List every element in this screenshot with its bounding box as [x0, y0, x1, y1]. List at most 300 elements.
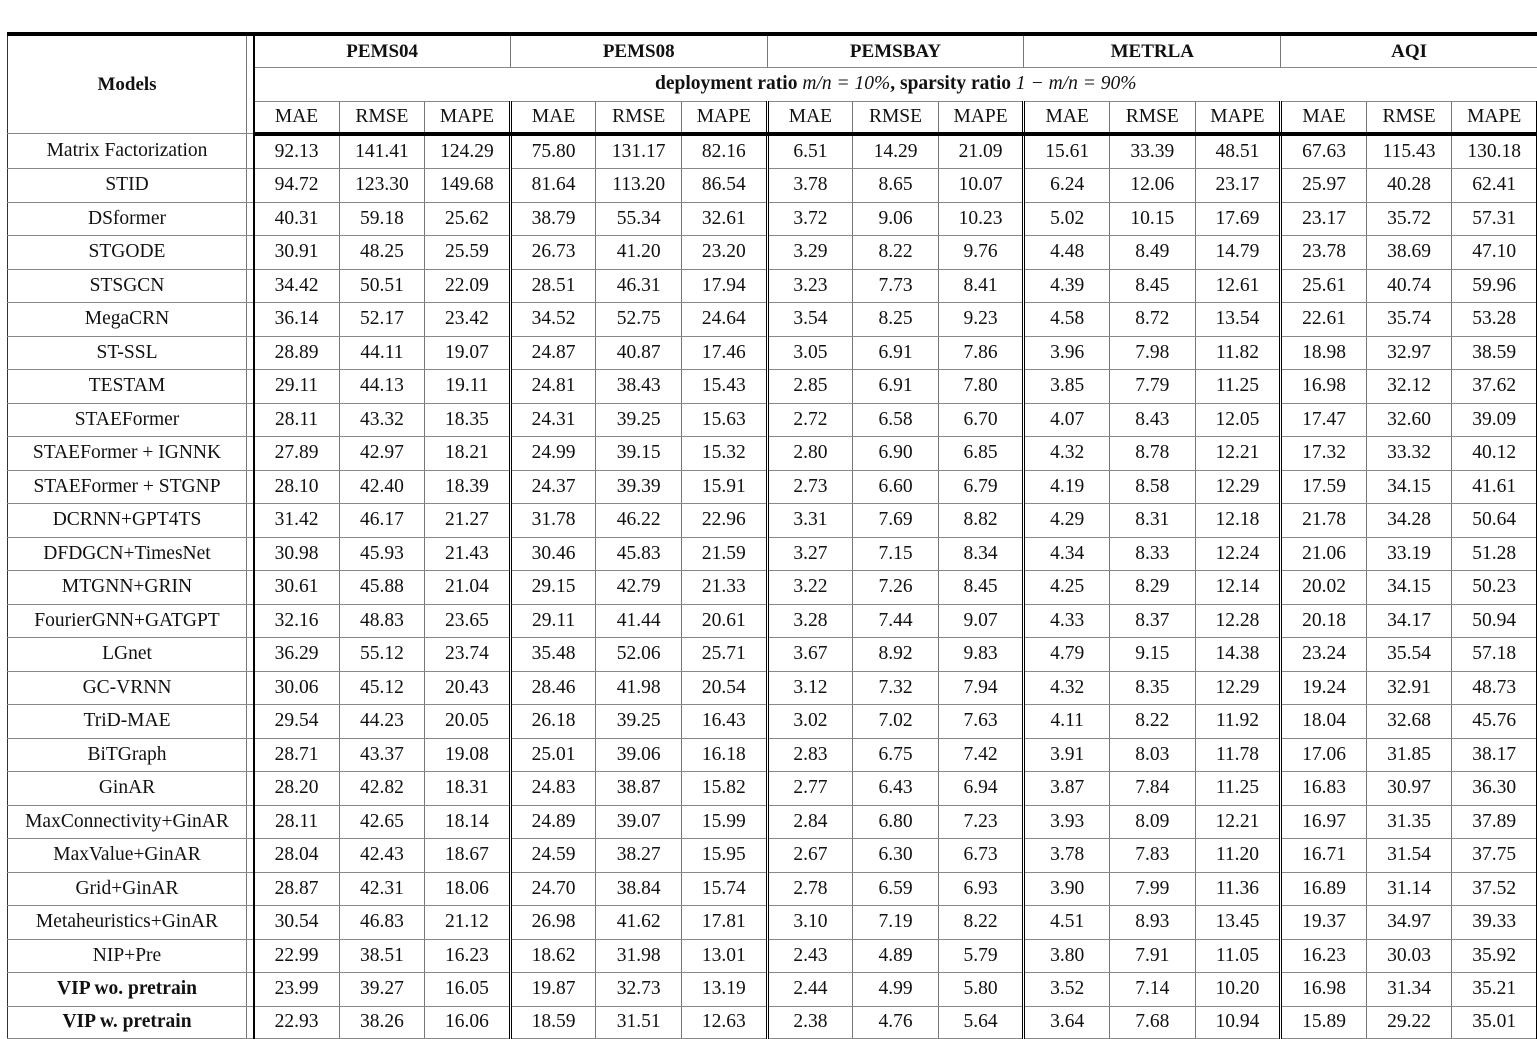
metric-header-mape: MAPE: [425, 101, 511, 134]
value-cell-pems08-mape: 17.81: [681, 906, 767, 940]
value-cell-pems04-rmse: 42.43: [339, 839, 425, 873]
metric-header-mape: MAPE: [1195, 101, 1281, 134]
column-separator: [247, 134, 254, 169]
value-cell-pems08-rmse: 46.31: [596, 269, 682, 303]
metric-header-rmse: RMSE: [339, 101, 425, 134]
value-cell-pems04-mae: 22.93: [254, 1006, 340, 1038]
value-cell-pemsbay-rmse: 8.92: [853, 638, 939, 672]
value-cell-pemsbay-rmse: 6.90: [853, 437, 939, 471]
value-cell-pems08-rmse: 113.20: [596, 169, 682, 203]
table-row: [8, 370, 1537, 404]
value-cell-metrla-mae: 3.91: [1024, 738, 1110, 772]
table-row: [8, 805, 1537, 839]
column-separator: [247, 872, 254, 906]
model-name-cell: DCRNN+GPT4TS: [8, 504, 247, 538]
table-row: [8, 638, 1537, 672]
value-cell-pems04-mae: 36.29: [254, 638, 340, 672]
table-row: [8, 202, 1537, 236]
value-cell-aqi-mae: 21.06: [1281, 537, 1367, 571]
model-name-cell: BiTGraph: [8, 738, 247, 772]
value-cell-metrla-mae: 4.32: [1024, 437, 1110, 471]
value-cell-aqi-rmse: 32.12: [1366, 370, 1452, 404]
model-name-cell: GinAR: [8, 772, 247, 806]
value-cell-pems08-rmse: 131.17: [596, 134, 682, 169]
value-cell-pems04-rmse: 44.13: [339, 370, 425, 404]
model-name-cell: Metaheuristics+GinAR: [8, 906, 247, 940]
value-cell-metrla-rmse: 7.68: [1109, 1006, 1195, 1038]
value-cell-pems04-rmse: 44.11: [339, 336, 425, 370]
value-cell-aqi-rmse: 30.03: [1366, 939, 1452, 973]
value-cell-pems04-rmse: 45.12: [339, 671, 425, 705]
value-cell-pems04-rmse: 42.65: [339, 805, 425, 839]
value-cell-pemsbay-mape: 8.22: [938, 906, 1024, 940]
value-cell-aqi-rmse: 34.17: [1366, 604, 1452, 638]
metric-header-mae: MAE: [254, 101, 340, 134]
value-cell-aqi-rmse: 32.60: [1366, 403, 1452, 437]
value-cell-pems04-mape: 19.08: [425, 738, 511, 772]
table-row: [8, 437, 1537, 471]
model-name-cell: Grid+GinAR: [8, 872, 247, 906]
value-cell-metrla-rmse: 7.79: [1109, 370, 1195, 404]
value-cell-aqi-mae: 19.37: [1281, 906, 1367, 940]
value-cell-aqi-rmse: 40.74: [1366, 269, 1452, 303]
value-cell-pemsbay-mae: 3.27: [767, 537, 853, 571]
value-cell-pems08-mae: 24.31: [510, 403, 596, 437]
value-cell-pemsbay-mae: 2.67: [767, 839, 853, 873]
dataset-header-pems08: PEMS08: [510, 34, 767, 68]
value-cell-pems08-mae: 29.11: [510, 604, 596, 638]
value-cell-pems04-mae: 30.06: [254, 671, 340, 705]
value-cell-metrla-mae: 4.25: [1024, 571, 1110, 605]
value-cell-pems08-mae: 81.64: [510, 169, 596, 203]
value-cell-pems08-mape: 13.01: [681, 939, 767, 973]
metric-header-rmse: RMSE: [596, 101, 682, 134]
value-cell-aqi-mae: 25.61: [1281, 269, 1367, 303]
value-cell-metrla-mae: 3.87: [1024, 772, 1110, 806]
value-cell-pems04-mape: 21.04: [425, 571, 511, 605]
model-name-cell: FourierGNN+GATGPT: [8, 604, 247, 638]
value-cell-pems04-mape: 20.43: [425, 671, 511, 705]
value-cell-pems08-mae: 35.48: [510, 638, 596, 672]
value-cell-pems08-mape: 16.18: [681, 738, 767, 772]
table-row: [8, 537, 1537, 571]
value-cell-metrla-rmse: 9.15: [1109, 638, 1195, 672]
value-cell-pems04-mae: 40.31: [254, 202, 340, 236]
value-cell-metrla-mape: 12.29: [1195, 470, 1281, 504]
value-cell-pems08-rmse: 38.84: [596, 872, 682, 906]
value-cell-pemsbay-mape: 6.73: [938, 839, 1024, 873]
metric-header-mae: MAE: [767, 101, 853, 134]
value-cell-pems04-mape: 124.29: [425, 134, 511, 169]
value-cell-aqi-rmse: 32.91: [1366, 671, 1452, 705]
setting-middle: , sparsity ratio: [890, 73, 1011, 94]
value-cell-pems08-rmse: 39.07: [596, 805, 682, 839]
model-name-cell: STAEFormer + IGNNK: [8, 437, 247, 471]
value-cell-aqi-mape: 57.18: [1452, 638, 1537, 672]
value-cell-pemsbay-mae: 3.10: [767, 906, 853, 940]
value-cell-pemsbay-mae: 3.72: [767, 202, 853, 236]
value-cell-pems04-mae: 28.71: [254, 738, 340, 772]
dataset-header-pemsbay: PEMSBAY: [767, 34, 1024, 68]
value-cell-pems04-mape: 20.05: [425, 705, 511, 739]
table-body: [8, 134, 1537, 1039]
value-cell-pemsbay-mape: 9.07: [938, 604, 1024, 638]
value-cell-aqi-mape: 35.92: [1452, 939, 1537, 973]
value-cell-aqi-mape: 39.33: [1452, 906, 1537, 940]
value-cell-aqi-mape: 47.10: [1452, 236, 1537, 270]
value-cell-metrla-mae: 4.34: [1024, 537, 1110, 571]
value-cell-pems04-mape: 25.62: [425, 202, 511, 236]
value-cell-pemsbay-mape: 10.07: [938, 169, 1024, 203]
value-cell-pems04-mape: 19.07: [425, 336, 511, 370]
value-cell-metrla-mae: 4.32: [1024, 671, 1110, 705]
value-cell-aqi-mape: 37.52: [1452, 872, 1537, 906]
value-cell-pems08-rmse: 41.44: [596, 604, 682, 638]
value-cell-metrla-mae: 4.29: [1024, 504, 1110, 538]
value-cell-metrla-rmse: 8.49: [1109, 236, 1195, 270]
value-cell-pemsbay-mape: 7.86: [938, 336, 1024, 370]
value-cell-pemsbay-mae: 2.85: [767, 370, 853, 404]
value-cell-metrla-mae: 4.58: [1024, 303, 1110, 337]
value-cell-pems08-rmse: 39.25: [596, 705, 682, 739]
value-cell-metrla-rmse: 8.72: [1109, 303, 1195, 337]
value-cell-pems08-mape: 15.99: [681, 805, 767, 839]
value-cell-pems08-mape: 12.63: [681, 1006, 767, 1038]
value-cell-pemsbay-mae: 2.43: [767, 939, 853, 973]
value-cell-pemsbay-mape: 7.42: [938, 738, 1024, 772]
value-cell-aqi-mae: 17.32: [1281, 437, 1367, 471]
value-cell-pems04-rmse: 123.30: [339, 169, 425, 203]
value-cell-pemsbay-mae: 2.77: [767, 772, 853, 806]
value-cell-pems08-mape: 23.20: [681, 236, 767, 270]
model-name-cell: DSformer: [8, 202, 247, 236]
models-header: Models: [8, 34, 247, 134]
value-cell-aqi-mape: 45.76: [1452, 705, 1537, 739]
value-cell-pemsbay-mae: 2.80: [767, 437, 853, 471]
value-cell-metrla-rmse: 8.45: [1109, 269, 1195, 303]
value-cell-pems04-mae: 28.20: [254, 772, 340, 806]
value-cell-metrla-mae: 3.78: [1024, 839, 1110, 873]
value-cell-pemsbay-rmse: 7.69: [853, 504, 939, 538]
value-cell-aqi-rmse: 33.19: [1366, 537, 1452, 571]
value-cell-pems04-mae: 36.14: [254, 303, 340, 337]
value-cell-pems08-mae: 18.59: [510, 1006, 596, 1038]
value-cell-pems08-mape: 82.16: [681, 134, 767, 169]
value-cell-pems04-mape: 18.06: [425, 872, 511, 906]
value-cell-aqi-rmse: 32.97: [1366, 336, 1452, 370]
value-cell-metrla-mape: 12.05: [1195, 403, 1281, 437]
value-cell-pems08-rmse: 39.39: [596, 470, 682, 504]
value-cell-pemsbay-mae: 6.51: [767, 134, 853, 169]
value-cell-aqi-mape: 50.64: [1452, 504, 1537, 538]
value-cell-pems08-rmse: 39.06: [596, 738, 682, 772]
column-separator: [247, 1006, 254, 1038]
value-cell-metrla-rmse: 8.43: [1109, 403, 1195, 437]
value-cell-pemsbay-mape: 8.34: [938, 537, 1024, 571]
value-cell-metrla-mape: 11.36: [1195, 872, 1281, 906]
value-cell-metrla-rmse: 12.06: [1109, 169, 1195, 203]
metric-header-mape: MAPE: [1452, 101, 1537, 134]
value-cell-pemsbay-mae: 3.67: [767, 638, 853, 672]
value-cell-pemsbay-rmse: 4.99: [853, 973, 939, 1007]
value-cell-pemsbay-mape: 6.85: [938, 437, 1024, 471]
value-cell-pems04-mae: 92.13: [254, 134, 340, 169]
table-row: [8, 571, 1537, 605]
value-cell-metrla-mape: 12.14: [1195, 571, 1281, 605]
value-cell-pems08-mae: 26.73: [510, 236, 596, 270]
value-cell-aqi-mape: 53.28: [1452, 303, 1537, 337]
value-cell-aqi-rmse: 32.68: [1366, 705, 1452, 739]
value-cell-pems08-rmse: 39.15: [596, 437, 682, 471]
value-cell-pemsbay-mape: 7.80: [938, 370, 1024, 404]
value-cell-pemsbay-mape: 9.83: [938, 638, 1024, 672]
column-separator: [247, 805, 254, 839]
value-cell-aqi-rmse: 38.69: [1366, 236, 1452, 270]
value-cell-pems08-mape: 15.74: [681, 872, 767, 906]
value-cell-pemsbay-mae: 2.78: [767, 872, 853, 906]
column-separator: [247, 370, 254, 404]
value-cell-pemsbay-mae: 3.78: [767, 169, 853, 203]
value-cell-metrla-rmse: 8.78: [1109, 437, 1195, 471]
setting-formula-deployment: m/n = 10%: [802, 73, 890, 94]
value-cell-pems04-mape: 21.27: [425, 504, 511, 538]
value-cell-pems04-mape: 21.12: [425, 906, 511, 940]
value-cell-metrla-mape: 14.38: [1195, 638, 1281, 672]
model-name-cell: STGODE: [8, 236, 247, 270]
value-cell-pems04-mae: 30.98: [254, 537, 340, 571]
model-name-cell: TriD-MAE: [8, 705, 247, 739]
value-cell-metrla-mae: 3.80: [1024, 939, 1110, 973]
value-cell-pems08-mae: 30.46: [510, 537, 596, 571]
value-cell-aqi-mape: 51.28: [1452, 537, 1537, 571]
model-name-cell: GC-VRNN: [8, 671, 247, 705]
value-cell-pems04-rmse: 42.40: [339, 470, 425, 504]
column-separator: [247, 169, 254, 203]
value-cell-pemsbay-mae: 3.28: [767, 604, 853, 638]
value-cell-metrla-rmse: 8.58: [1109, 470, 1195, 504]
value-cell-pemsbay-mape: 5.79: [938, 939, 1024, 973]
value-cell-pemsbay-rmse: 7.26: [853, 571, 939, 605]
model-name-cell: VIP w. pretrain: [8, 1006, 247, 1038]
value-cell-pems04-rmse: 42.97: [339, 437, 425, 471]
setting-formula-sparsity: 1 − m/n = 90%: [1016, 73, 1137, 94]
value-cell-pemsbay-rmse: 7.73: [853, 269, 939, 303]
column-separator: [247, 738, 254, 772]
value-cell-pems04-rmse: 43.32: [339, 403, 425, 437]
value-cell-pems08-mape: 17.94: [681, 269, 767, 303]
value-cell-pems04-rmse: 55.12: [339, 638, 425, 672]
column-separator: [247, 34, 254, 134]
value-cell-aqi-mae: 20.18: [1281, 604, 1367, 638]
table-row: [8, 169, 1537, 203]
value-cell-metrla-rmse: 8.03: [1109, 738, 1195, 772]
value-cell-aqi-rmse: 31.14: [1366, 872, 1452, 906]
value-cell-aqi-mape: 37.62: [1452, 370, 1537, 404]
value-cell-aqi-rmse: 40.28: [1366, 169, 1452, 203]
value-cell-pems04-rmse: 141.41: [339, 134, 425, 169]
value-cell-pems04-rmse: 42.31: [339, 872, 425, 906]
value-cell-pems08-mape: 32.61: [681, 202, 767, 236]
value-cell-aqi-mape: 50.94: [1452, 604, 1537, 638]
value-cell-aqi-mae: 16.98: [1281, 973, 1367, 1007]
value-cell-metrla-mape: 12.21: [1195, 437, 1281, 471]
value-cell-pemsbay-mae: 3.12: [767, 671, 853, 705]
value-cell-aqi-mae: 67.63: [1281, 134, 1367, 169]
table-row: [8, 470, 1537, 504]
value-cell-aqi-mape: 39.09: [1452, 403, 1537, 437]
column-separator: [247, 638, 254, 672]
value-cell-pems04-mape: 18.67: [425, 839, 511, 873]
value-cell-pems08-mae: 18.62: [510, 939, 596, 973]
value-cell-pemsbay-mape: 7.63: [938, 705, 1024, 739]
value-cell-pemsbay-rmse: 7.32: [853, 671, 939, 705]
value-cell-pemsbay-mape: 8.82: [938, 504, 1024, 538]
value-cell-pems08-mae: 24.37: [510, 470, 596, 504]
value-cell-pemsbay-mape: 6.79: [938, 470, 1024, 504]
value-cell-aqi-rmse: 31.34: [1366, 973, 1452, 1007]
metric-header-mape: MAPE: [938, 101, 1024, 134]
value-cell-pems08-mae: 24.83: [510, 772, 596, 806]
value-cell-metrla-mae: 15.61: [1024, 134, 1110, 169]
value-cell-metrla-rmse: 8.35: [1109, 671, 1195, 705]
value-cell-pems08-rmse: 38.27: [596, 839, 682, 873]
setting-caption: [254, 68, 1537, 102]
value-cell-pems08-mape: 15.82: [681, 772, 767, 806]
value-cell-metrla-rmse: 7.98: [1109, 336, 1195, 370]
value-cell-pems08-rmse: 42.79: [596, 571, 682, 605]
value-cell-pems08-rmse: 41.62: [596, 906, 682, 940]
column-separator: [247, 705, 254, 739]
value-cell-aqi-mae: 23.17: [1281, 202, 1367, 236]
value-cell-aqi-mape: 41.61: [1452, 470, 1537, 504]
metric-header-rmse: RMSE: [1109, 101, 1195, 134]
value-cell-pems04-rmse: 39.27: [339, 973, 425, 1007]
column-separator: [247, 504, 254, 538]
value-cell-metrla-mae: 3.96: [1024, 336, 1110, 370]
table-row: [8, 939, 1537, 973]
value-cell-aqi-rmse: 31.85: [1366, 738, 1452, 772]
column-separator: [247, 671, 254, 705]
dataset-header-row: [8, 34, 1537, 68]
value-cell-metrla-mape: 48.51: [1195, 134, 1281, 169]
value-cell-pems08-mae: 25.01: [510, 738, 596, 772]
value-cell-metrla-mae: 4.19: [1024, 470, 1110, 504]
column-separator: [247, 303, 254, 337]
table-row: [8, 906, 1537, 940]
value-cell-pemsbay-mae: 3.54: [767, 303, 853, 337]
value-cell-aqi-mape: 37.75: [1452, 839, 1537, 873]
value-cell-aqi-rmse: 34.28: [1366, 504, 1452, 538]
column-separator: [247, 906, 254, 940]
value-cell-pems04-rmse: 48.25: [339, 236, 425, 270]
value-cell-metrla-mae: 4.07: [1024, 403, 1110, 437]
value-cell-metrla-mae: 4.39: [1024, 269, 1110, 303]
value-cell-pemsbay-rmse: 6.43: [853, 772, 939, 806]
value-cell-aqi-mape: 130.18: [1452, 134, 1537, 169]
value-cell-metrla-mape: 13.45: [1195, 906, 1281, 940]
value-cell-pems08-mae: 24.99: [510, 437, 596, 471]
model-name-cell: VIP wo. pretrain: [8, 973, 247, 1007]
value-cell-pemsbay-mape: 9.76: [938, 236, 1024, 270]
value-cell-aqi-mae: 25.97: [1281, 169, 1367, 203]
value-cell-pemsbay-mape: 6.70: [938, 403, 1024, 437]
value-cell-aqi-rmse: 34.15: [1366, 470, 1452, 504]
value-cell-metrla-rmse: 7.84: [1109, 772, 1195, 806]
value-cell-pems04-mae: 28.04: [254, 839, 340, 873]
value-cell-pemsbay-rmse: 6.91: [853, 370, 939, 404]
table-row: [8, 269, 1537, 303]
value-cell-pems04-mae: 29.11: [254, 370, 340, 404]
value-cell-pems08-rmse: 39.25: [596, 403, 682, 437]
value-cell-aqi-rmse: 34.97: [1366, 906, 1452, 940]
value-cell-pems04-mape: 16.05: [425, 973, 511, 1007]
value-cell-aqi-mape: 62.41: [1452, 169, 1537, 203]
value-cell-aqi-rmse: 115.43: [1366, 134, 1452, 169]
value-cell-pems04-mae: 22.99: [254, 939, 340, 973]
value-cell-pems04-mape: 16.23: [425, 939, 511, 973]
value-cell-aqi-mae: 19.24: [1281, 671, 1367, 705]
value-cell-pems04-rmse: 48.83: [339, 604, 425, 638]
value-cell-metrla-mape: 12.29: [1195, 671, 1281, 705]
value-cell-pems04-mae: 23.99: [254, 973, 340, 1007]
value-cell-metrla-mape: 12.18: [1195, 504, 1281, 538]
table-row: [8, 973, 1537, 1007]
value-cell-pems04-rmse: 38.26: [339, 1006, 425, 1038]
value-cell-metrla-mae: 3.93: [1024, 805, 1110, 839]
value-cell-pemsbay-mape: 7.23: [938, 805, 1024, 839]
value-cell-pemsbay-rmse: 6.80: [853, 805, 939, 839]
column-separator: [247, 973, 254, 1007]
value-cell-aqi-mape: 37.89: [1452, 805, 1537, 839]
table-row: [8, 504, 1537, 538]
metric-header-mae: MAE: [510, 101, 596, 134]
value-cell-aqi-rmse: 29.22: [1366, 1006, 1452, 1038]
value-cell-metrla-rmse: 8.31: [1109, 504, 1195, 538]
value-cell-pems08-mape: 15.91: [681, 470, 767, 504]
value-cell-metrla-mape: 12.24: [1195, 537, 1281, 571]
value-cell-pems04-mape: 18.31: [425, 772, 511, 806]
value-cell-aqi-mae: 17.59: [1281, 470, 1367, 504]
value-cell-pemsbay-rmse: 7.15: [853, 537, 939, 571]
value-cell-metrla-rmse: 8.29: [1109, 571, 1195, 605]
value-cell-pems04-mape: 16.06: [425, 1006, 511, 1038]
value-cell-pemsbay-rmse: 14.29: [853, 134, 939, 169]
value-cell-aqi-rmse: 35.74: [1366, 303, 1452, 337]
value-cell-pems08-mae: 24.89: [510, 805, 596, 839]
value-cell-pems08-rmse: 52.75: [596, 303, 682, 337]
value-cell-aqi-mape: 50.23: [1452, 571, 1537, 605]
value-cell-pemsbay-rmse: 6.58: [853, 403, 939, 437]
value-cell-aqi-mae: 17.06: [1281, 738, 1367, 772]
value-cell-pems08-mae: 31.78: [510, 504, 596, 538]
value-cell-pemsbay-rmse: 6.30: [853, 839, 939, 873]
value-cell-metrla-mape: 10.20: [1195, 973, 1281, 1007]
value-cell-pems08-mape: 86.54: [681, 169, 767, 203]
value-cell-metrla-rmse: 8.09: [1109, 805, 1195, 839]
value-cell-pems08-rmse: 45.83: [596, 537, 682, 571]
value-cell-pems04-mae: 30.54: [254, 906, 340, 940]
value-cell-pems08-rmse: 40.87: [596, 336, 682, 370]
model-name-cell: DFDGCN+TimesNet: [8, 537, 247, 571]
model-name-cell: STAEFormer + STGNP: [8, 470, 247, 504]
value-cell-pems08-mae: 28.46: [510, 671, 596, 705]
value-cell-aqi-rmse: 31.54: [1366, 839, 1452, 873]
table-row: [8, 134, 1537, 169]
results-table-container: [7, 32, 1534, 1039]
value-cell-metrla-mape: 11.82: [1195, 336, 1281, 370]
value-cell-pems08-mae: 34.52: [510, 303, 596, 337]
value-cell-pemsbay-rmse: 8.25: [853, 303, 939, 337]
